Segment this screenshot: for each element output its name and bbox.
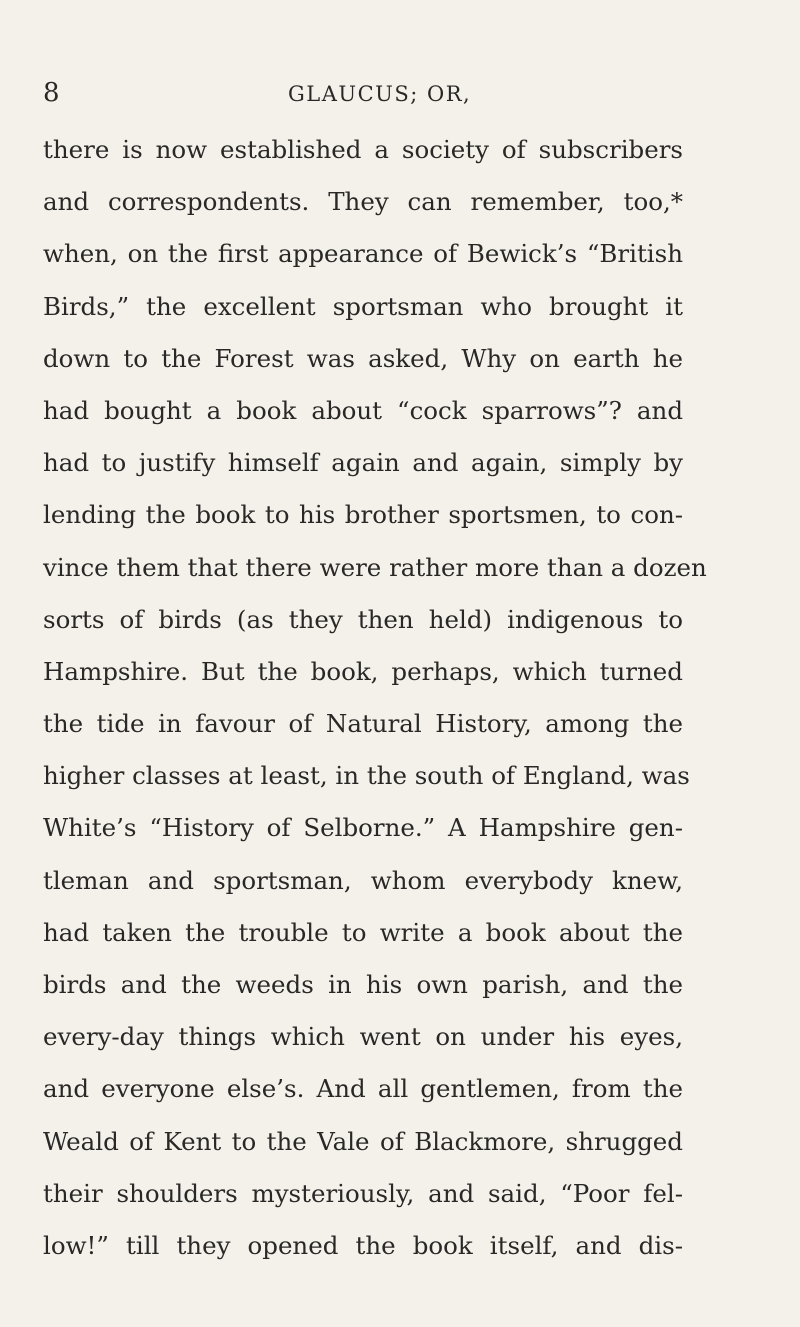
text-line: vince them that there were rather more than a dozen [43, 552, 707, 582]
page-header [0, 78, 800, 118]
text-line: Hampshire. But the book, perhaps, which turned [43, 656, 683, 686]
running-head: GLAUCUS; OR, [288, 82, 472, 106]
text-line: there is now established a society of subscribers [43, 135, 683, 164]
text-line: higher classes at least, in the south of England, was [43, 761, 690, 791]
page-number: 8 [43, 78, 61, 108]
text-line: the tide in favour of Natural History, among the [43, 709, 683, 739]
text-line: lending the book to his brother sportsmen, to con- [43, 500, 683, 530]
text-line: had bought a book about “cock sparrows”? and [43, 395, 683, 425]
text-line: Weald of Kent to the Vale of Blackmore, shrugged [43, 1126, 683, 1156]
text-line: tleman and sportsman, whom everybody knew, [43, 865, 683, 895]
body-text [43, 124, 707, 1272]
text-line: White’s “History of Selborne.” A Hampshire gen- [43, 813, 683, 843]
text-line: low!” till they opened the book itself, and dis- [43, 1230, 683, 1260]
text-line: down to the Forest was asked, Why on earth he [43, 343, 683, 373]
text-line: had taken the trouble to write a book about the [43, 917, 683, 947]
text-line: and everyone else’s. And all gentlemen, from the [43, 1074, 683, 1104]
text-line: had to justify himself again and again, simply by [43, 448, 683, 478]
text-line: Birds,” the excellent sportsman who brought it [43, 291, 683, 321]
text-line: sorts of birds (as they then held) indigenous to [43, 604, 683, 634]
text-line: every-day things which went on under his eyes, [43, 1022, 683, 1052]
text-line: and correspondents. They can remember, too,* [43, 187, 683, 217]
text-line: their shoulders mysteriously, and said, “Poor fel- [43, 1178, 683, 1208]
text-line: birds and the weeds in his own parish, and the [43, 970, 683, 999]
text-line: when, on the first appearance of Bewick’s “British [43, 239, 683, 269]
